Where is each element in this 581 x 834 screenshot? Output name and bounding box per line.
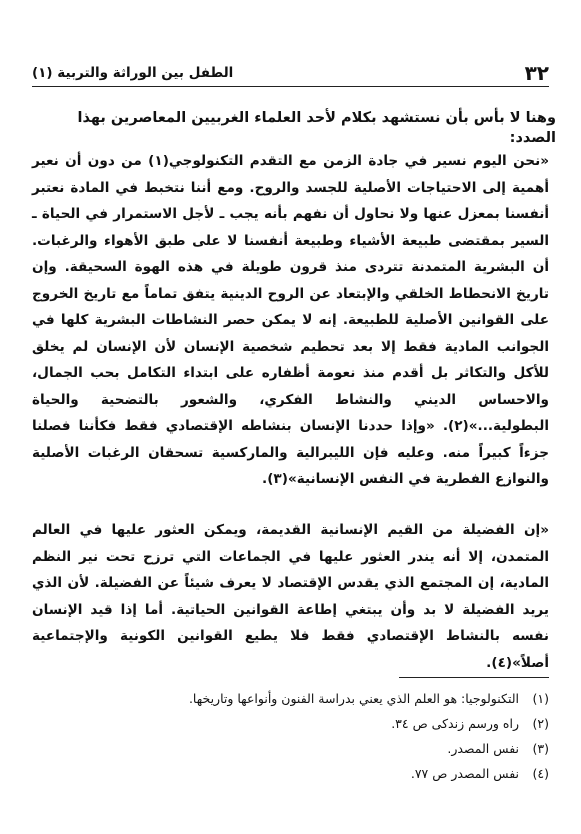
footnote-number: (٣) [532,741,549,756]
footnote-item [32,711,549,736]
intro-sentence: وهنا لا بأس بأن نستشهد بكلام لأحد العلماء الغربيين المعاصرين بهذا الصدد: [77,110,556,146]
footnote-item [32,761,549,786]
footnote-text: التكنولوجيا: هو العلم الذي يعني بدراسة الفنون وأنواعها وتاريخها. [188,691,519,706]
footnote-number: (٢) [532,716,549,731]
quote-paragraph-1: «نحن اليوم نسير في جادة الزمن مع التقدم التكنولوجي(١) من دون أن نعير أهمية إلى الاحتياجات الأصلية للجسد والروح. ومع أننا نتخبط في المادة نعتبر أنفسنا بمعزل عنها ولا نحاول أن نفهم بأنه يجب ـ لأجل الاستمرار في الحياة ـ السير بمقتضى طبيعة الأشياء وطبيعة أنفسنا لا على طبق الأهواء والرغبات. أن البشرية المتمدنة تتردى منذ قرون طويلة في هذه الهوة السحيقة. وإن تاريخ الانحطاط الخلقي والإبتعاد عن الروح الدينية يتفق تماماً مع تاريخ الخروج على القوانين الأصلية للطبيعة. إنه لا يمكن حصر النشاطات البشرية كلها في الجوانب المادية فقط إلا بعد تحطيم شخصية الإنسان لأن الإنسان لم يخلق للأكل والتكاثر بل أقدم منذ نعومة أظفاره على ابتداء التكامل بحب الجمال، والاحساس الديني والنشاط الفكري، والشعور بالتضحية والحياة البطولية...»(٢). «وإذا حددنا الإنسان بنشاطه الإقتصادي فقط فكأننا فصلنا جزءاً كبيراً منه. وعليه فإن الليبرالية والماركسية تسحقان الرغبات الأصلية والنوازع الفطرية في النفس الإنسانية»(٣). [32,153,549,487]
footnote-divider [399,677,549,678]
footnote-text: راه ورسم زندكى ص ٣٤. [391,716,519,731]
page-number: ٣٢ [524,61,549,85]
quote-paragraph-2: «إن الفضيلة من القيم الإنسانية القديمة، ويمكن العثور عليها في العالم المتمدن، إلا أنه يندر العثور عليها في الجماعات التي ترزح تحت نير النظم المادية، إن المجتمع الذي يقدس الإقتصاد لا يعرف شيئاً عن الفضيلة. لأن الذي يريد الفضيلة لا بد وأن يبتغي إطاعة القوانين الحياتية. أما إذا قيد الإنسان نفسه بالنشاط الإقتصادي فقط فلا يطيع القوانين الكونية والإجتماعية أصلاً»(٤). [32,522,549,671]
footnote-number: (١) [532,691,549,706]
footnote-number: (٤) [532,766,549,781]
footnote-item [32,736,549,761]
footnotes [32,686,549,786]
footnote-text: نفس المصدر. [447,741,519,756]
page-header [32,60,549,87]
footnote-text: نفس المصدر ص ٧٧. [410,766,519,781]
footnote-item [32,686,549,711]
running-title: الطفل بين الوراثة والتربية (١) [32,65,234,81]
